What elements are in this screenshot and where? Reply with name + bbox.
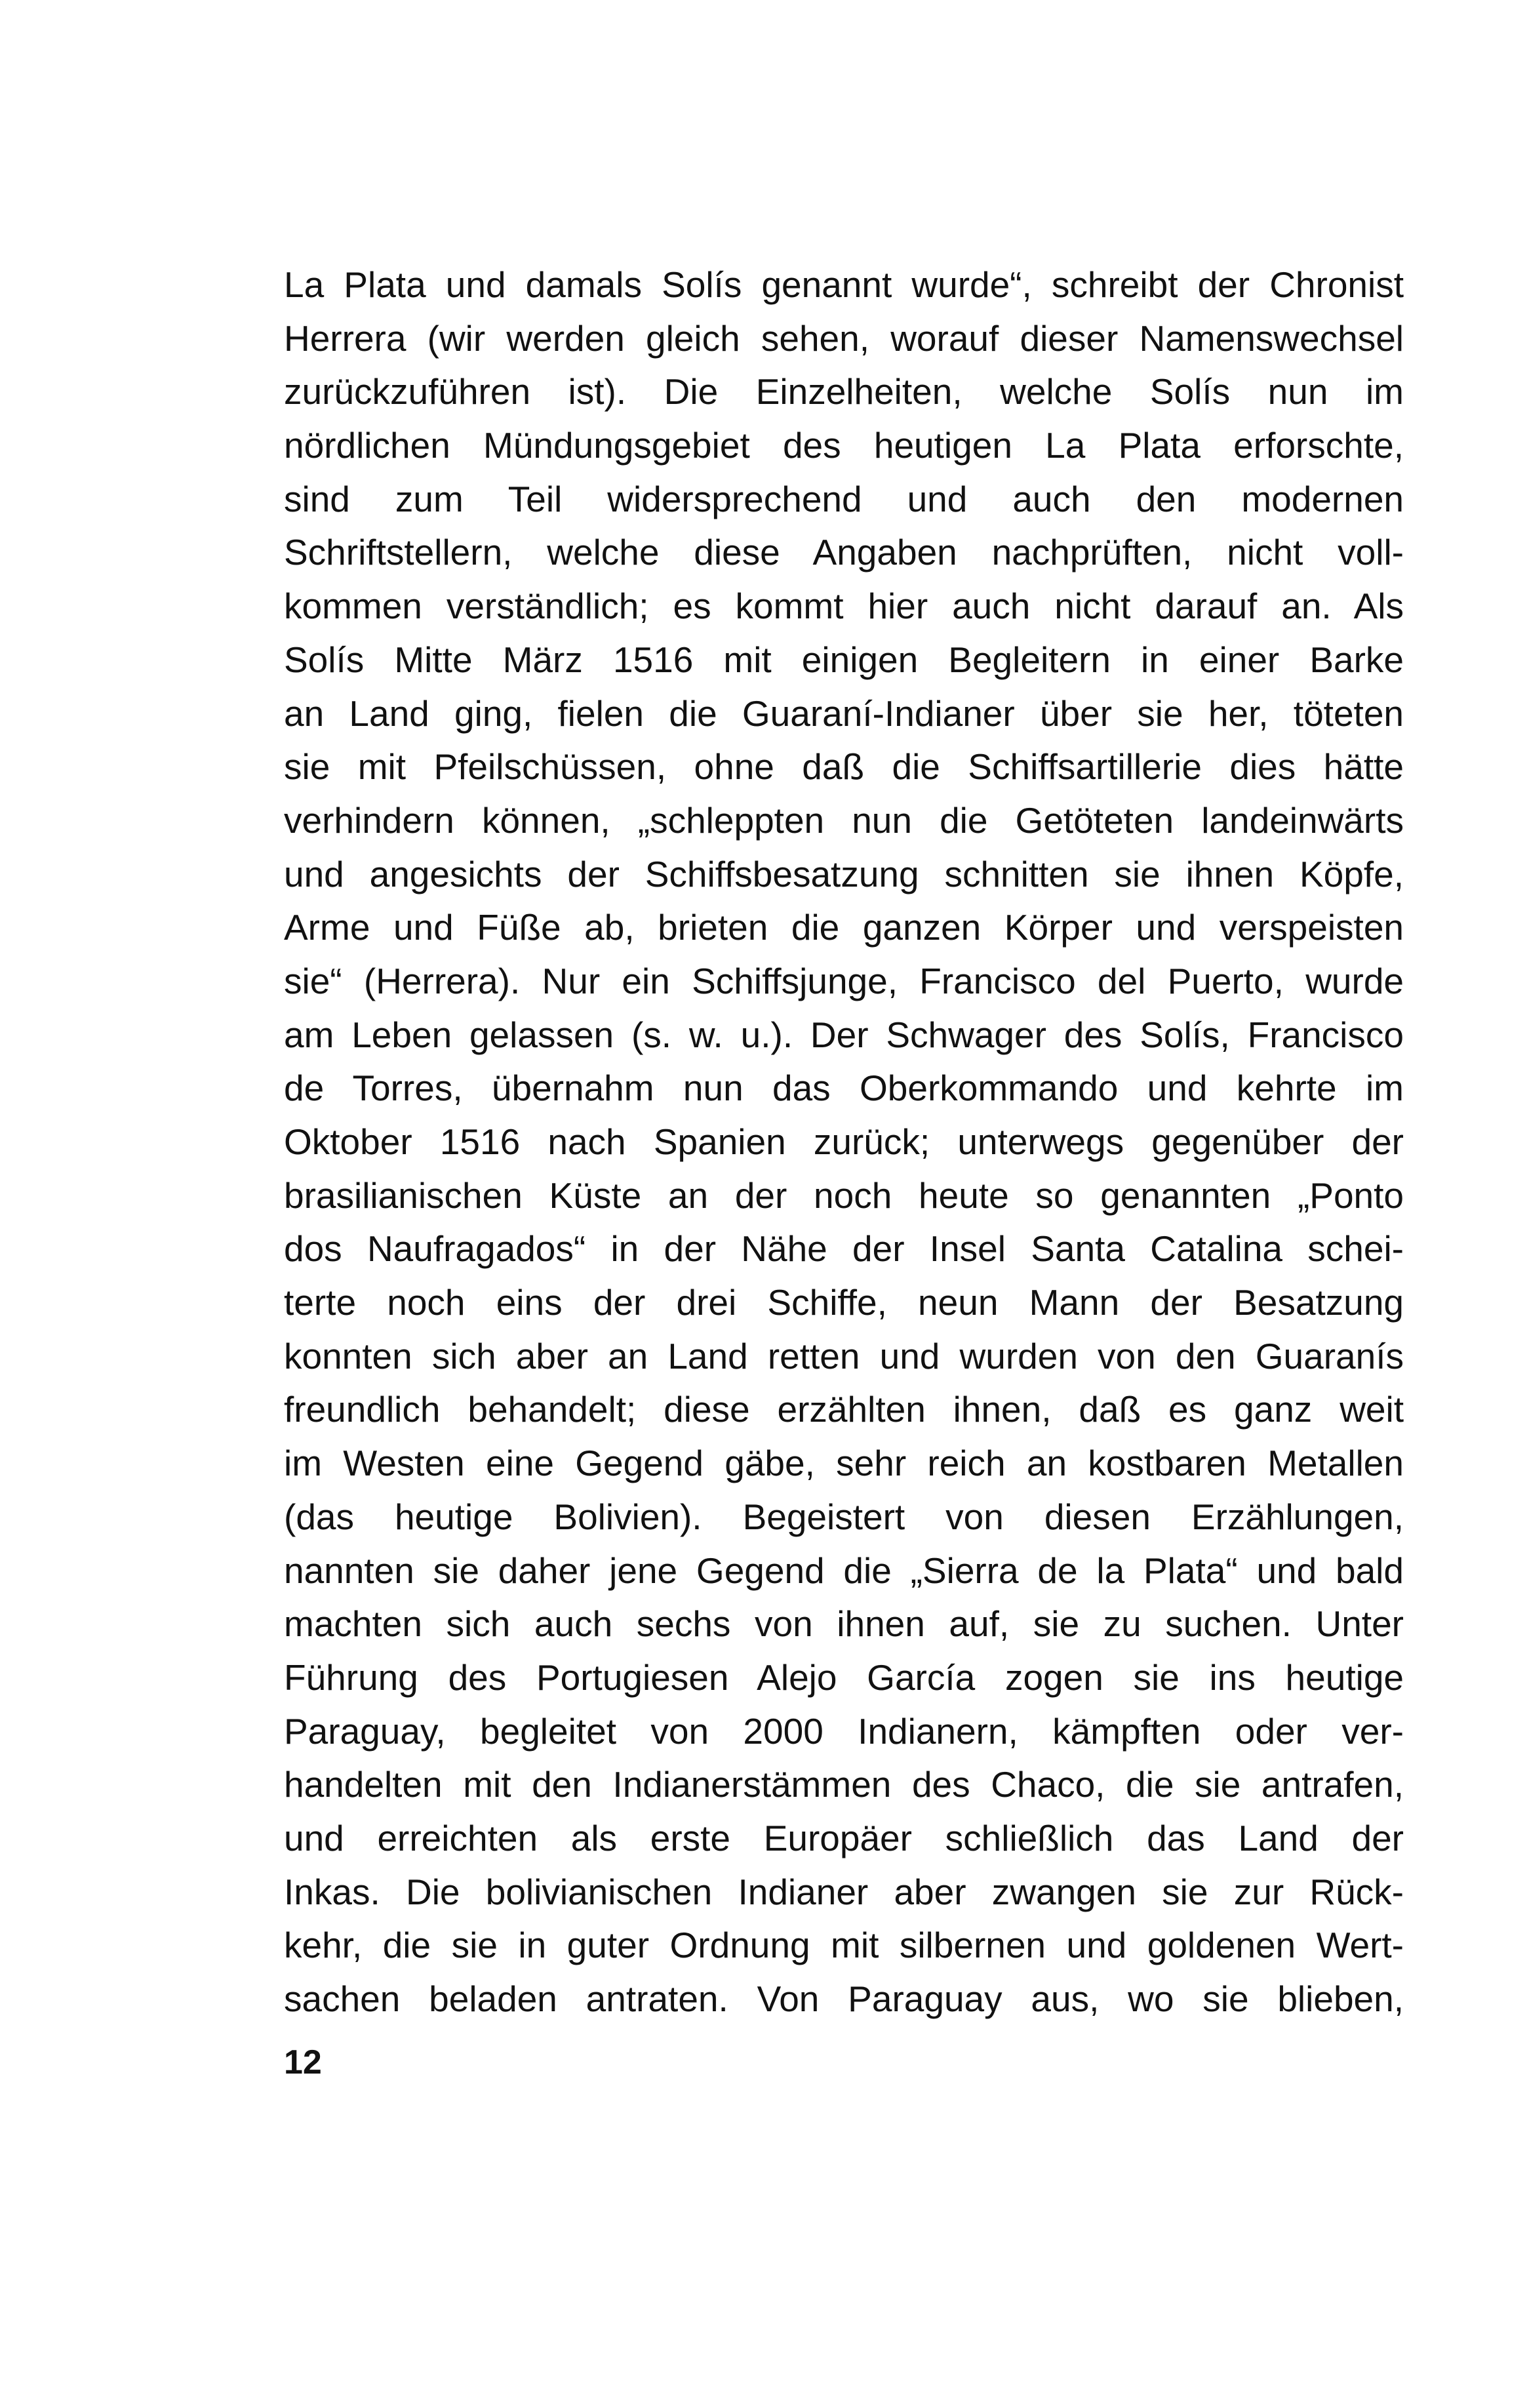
text-line: de Torres, übernahm nun das Oberkommando und kehrte im xyxy=(284,1068,1404,1109)
text-line: sachen beladen antraten. Von Paraguay aus, wo sie blieben, xyxy=(284,1978,1404,2019)
text-line: im Westen eine Gegend gäbe, sehr reich an kostbaren Metallen xyxy=(284,1443,1404,1484)
text-line: kehr, die sie in guter Ordnung mit silbernen und goldenen Wert- xyxy=(284,1925,1404,1966)
text-line: kommen verständlich; es kommt hier auch nicht darauf an. Als xyxy=(284,586,1404,627)
text-line: zurückzuführen ist). Die Einzelheiten, welche Solís nun im xyxy=(284,371,1404,412)
text-line: und erreichten als erste Europäer schließlich das Land der xyxy=(284,1817,1404,1858)
text-line: Führung des Portugiesen Alejo García zogen sie ins heutige xyxy=(284,1656,1404,1698)
text-line: verhindern können, „schleppten nun die Getöteten landeinwärts xyxy=(284,799,1404,841)
text-line: Paraguay, begleitet von 2000 Indianern, kämpften oder ver- xyxy=(284,1710,1404,1752)
text-line: konnten sich aber an Land retten und wurden von den Guaranís xyxy=(284,1335,1404,1376)
text-line: Solís Mitte März 1516 mit einigen Begleitern in einer Barke xyxy=(284,639,1404,680)
text-line: und angesichts der Schiffsbesatzung schnitten sie ihnen Köpfe, xyxy=(284,853,1404,894)
text-line: (das heutige Bolivien). Begeistert von diesen Erzählungen, xyxy=(284,1496,1404,1537)
body-text xyxy=(284,258,1404,2026)
text-line: Oktober 1516 nach Spanien zurück; unterwegs gegenüber der xyxy=(284,1121,1404,1162)
text-line: Arme und Füße ab, brieten die ganzen Körper und verspeisten xyxy=(284,907,1404,948)
text-line: an Land ging, fielen die Guaraní-Indianer über sie her, töteten xyxy=(284,692,1404,734)
text-line: machten sich auch sechs von ihnen auf, sie zu suchen. Unter xyxy=(284,1603,1404,1645)
text-line: Schriftstellern, welche diese Angaben nachprüften, nicht voll- xyxy=(284,532,1404,573)
text-line: dos Naufragados“ in der Nähe der Insel Santa Catalina schei- xyxy=(284,1228,1404,1270)
text-line: terte noch eins der drei Schiffe, neun Mann der Besatzung xyxy=(284,1282,1404,1323)
text-line: freundlich behandelt; diese erzählten ihnen, daß es ganz weit xyxy=(284,1389,1404,1430)
text-line: sind zum Teil widersprechend und auch den modernen xyxy=(284,478,1404,519)
text-line: am Leben gelassen (s. w. u.). Der Schwager des Solís, Francisco xyxy=(284,1014,1404,1055)
text-line: nannten sie daher jene Gegend die „Sierra de la Plata“ und bald xyxy=(284,1550,1404,1591)
text-line: nördlichen Mündungsgebiet des heutigen La Plata erforschte, xyxy=(284,425,1404,466)
text-line: sie mit Pfeilschüssen, ohne daß die Schiffsartillerie dies hätte xyxy=(284,746,1404,788)
page-number: 12 xyxy=(284,2043,322,2081)
text-line: Herrera (wir werden gleich sehen, worauf dieser Namenswechsel xyxy=(284,317,1404,359)
text-line: brasilianischen Küste an der noch heute so genannten „Ponto xyxy=(284,1174,1404,1216)
text-line: La Plata und damals Solís genannt wurde“, schreibt der Chronist xyxy=(284,264,1404,305)
text-line: sie“ (Herrera). Nur ein Schiffsjunge, Francisco del Puerto, wurde xyxy=(284,960,1404,1001)
text-line: Inkas. Die bolivianischen Indianer aber zwangen sie zur Rück- xyxy=(284,1871,1404,1912)
text-line: handelten mit den Indianerstämmen des Chaco, die sie antrafen, xyxy=(284,1764,1404,1805)
